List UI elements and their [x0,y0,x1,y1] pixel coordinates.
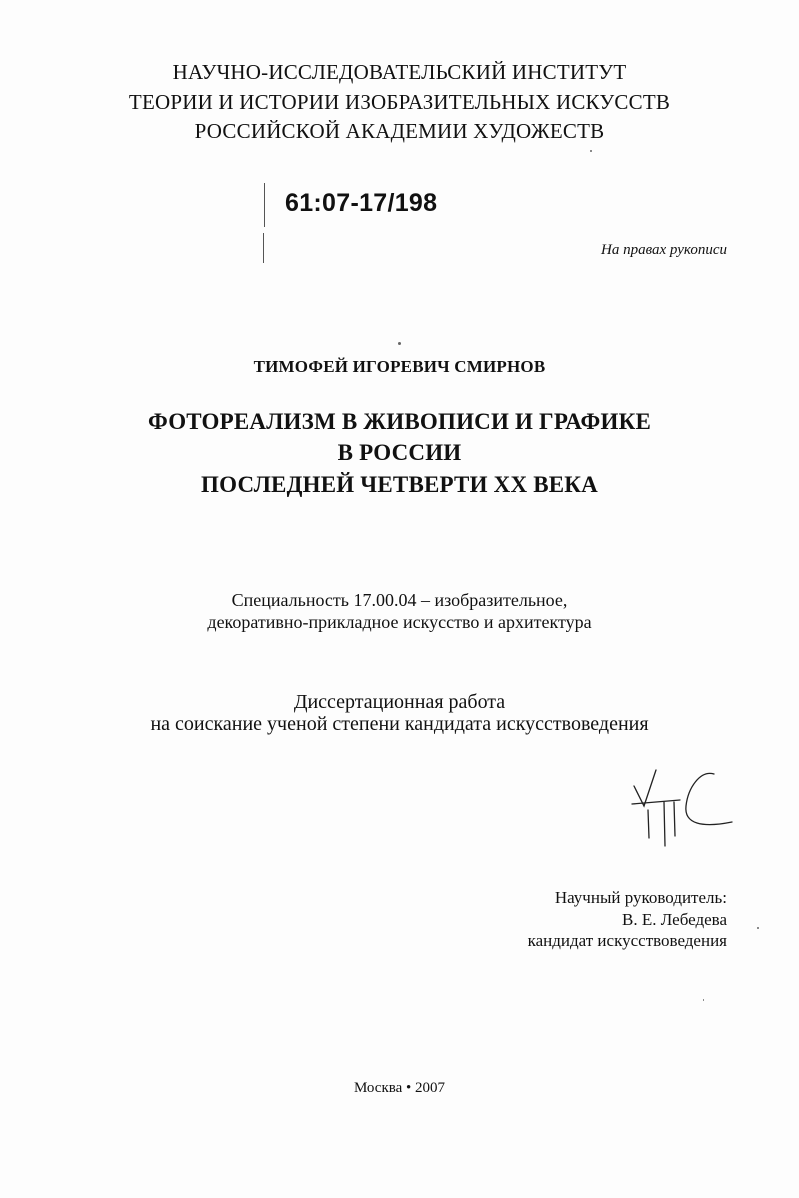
institute-line-1: НАУЧНО-ИССЛЕДОВАТЕЛЬСКИЙ ИНСТИТУТ [172,60,627,84]
advisor-name: В. Е. Лебедева [622,910,727,929]
specialty-line-2: декоративно-прикладное искусство и архитектура [207,612,592,632]
institute-line-2: ТЕОРИИ И ИСТОРИИ ИЗОБРАЗИТЕЛЬНЫХ ИСКУССТВ [128,90,671,114]
specialty-line-1: Специальность 17.00.04 – изобразительное, [231,590,568,610]
institute-line-3: РОССИЙСКОЙ АКАДЕМИИ ХУДОЖЕСТВ [194,119,605,143]
stamp-bar [263,233,264,263]
scan-speck [398,342,401,345]
title-line-2: В РОССИИ [337,440,462,465]
catalog-code: 61:07-17/198 [285,189,438,217]
scan-speck [703,999,704,1001]
dissertation-line-2: на соискание ученой степени кандидата искусствоведения [150,713,649,735]
place-year: Москва • 2007 [353,1080,446,1096]
advisor-label: Научный руководитель: [554,888,727,907]
dissertation-line-1: Диссертационная работа [293,691,506,713]
rights-note: На правах рукописи [601,242,727,258]
scan-speck [590,150,592,152]
title-line-1: ФОТОРЕАЛИЗМ В ЖИВОПИСИ И ГРАФИКЕ [147,409,652,434]
scan-speck [757,927,759,929]
advisor-degree: кандидат искусствоведения [527,931,727,950]
stamp-bar [264,183,265,227]
catalog-stamp [258,183,458,265]
title-line-3: ПОСЛЕДНЕЙ ЧЕТВЕРТИ XX ВЕКА [201,472,598,497]
handwritten-signature [628,766,738,850]
author-name: ТИМОФЕЙ ИГОРЕВИЧ СМИРНОВ [253,357,546,376]
